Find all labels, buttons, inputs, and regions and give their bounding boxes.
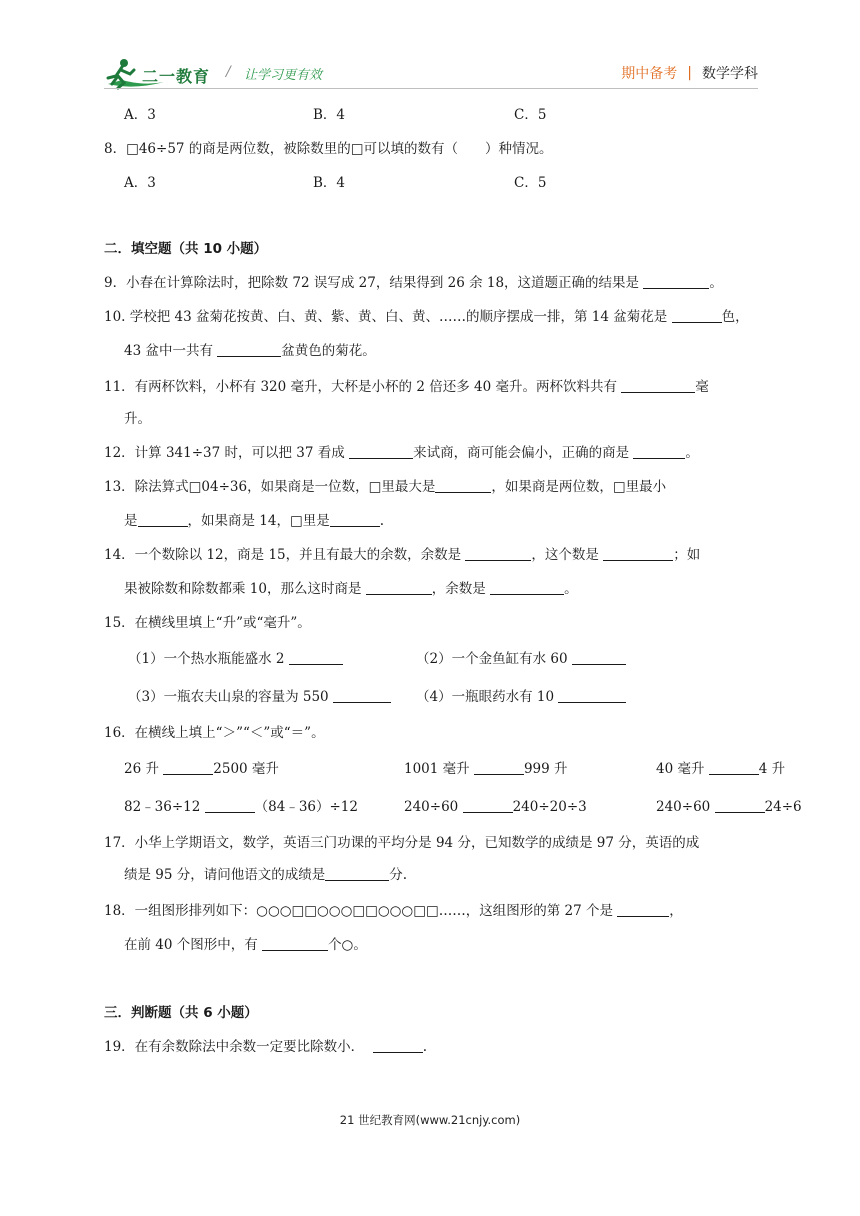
answer-blank[interactable]	[715, 798, 765, 813]
compare-right: 999 升	[523, 761, 568, 777]
q13-text-e: .	[379, 513, 385, 529]
q15-item-1-text: （1）一个热水瓶能盛水 2	[128, 651, 289, 667]
answer-blank[interactable]	[262, 936, 328, 951]
question-13-cont	[124, 512, 784, 530]
q14-text: 14．一个数除以 12，商是 15，并且有最大的余数，余数是	[104, 547, 466, 563]
compare-left: 82﹣36÷12	[124, 799, 205, 815]
subject-label: 数学学科	[702, 66, 758, 82]
q11-text-b: 毫	[695, 379, 709, 395]
q19-text: 19．在有余数除法中余数一定要比除数小．	[104, 1039, 365, 1055]
slogan: 让学习更有效	[244, 68, 323, 83]
question-19	[104, 1038, 764, 1056]
q19-end: .	[422, 1039, 428, 1055]
page-footer: 21 世纪教育网(www.21cnjy.com)	[339, 1113, 521, 1127]
answer-blank[interactable]	[138, 512, 188, 527]
question-18-cont	[124, 936, 784, 954]
question-12	[104, 444, 764, 462]
q18-text-c: 在前 40 个图形中，有	[124, 937, 263, 953]
q10-text: 10. 学校把 43 盆菊花按黄、白、黄、紫、黄、白、黄、……的顺序摆成一排，第 14 盆菊花是	[104, 309, 672, 325]
q14-text-c: ；如	[673, 547, 701, 563]
answer-blank[interactable]	[373, 1038, 423, 1053]
q13-text-d: ，如果商是 14，□里是	[187, 513, 330, 529]
section-3-title: 三．判断题（共 6 小题）	[104, 1005, 258, 1021]
answer-blank[interactable]	[621, 378, 695, 393]
question-16: 16．在横线上填上“＞”“＜”或“＝”。	[104, 725, 325, 741]
q16-compare-3	[656, 760, 785, 778]
header-separator: |	[687, 65, 692, 81]
q10-text-d: 盆黄色的菊花。	[281, 343, 376, 359]
answer-blank[interactable]	[572, 650, 626, 665]
compare-left: 40 毫升	[656, 761, 709, 777]
q16-compare-6	[656, 798, 802, 816]
q12-text-b: 来试商，商可能会偏小，正确的商是	[413, 445, 634, 461]
q14-text-f: 。	[564, 581, 578, 597]
q8-option-c: C．5	[514, 175, 547, 191]
compare-right: 4 升	[758, 761, 786, 777]
logo-text: 二一教育	[142, 67, 211, 86]
q17-text-c: 分.	[389, 867, 408, 883]
q10-text-c: 43 盆中一共有	[124, 343, 218, 359]
compare-left: 26 升	[124, 761, 164, 777]
answer-blank[interactable]	[643, 274, 709, 289]
q18-text-b: ，	[669, 903, 683, 919]
q8-option-a: A．3	[124, 175, 156, 191]
answer-blank[interactable]	[633, 444, 685, 459]
question-11-cont: 升。	[124, 411, 151, 427]
q16-compare-1	[124, 760, 279, 778]
q12-text-c: 。	[685, 445, 699, 461]
q18-text: 18．一组图形排列如下：○○○□□○○○□□○○○□□……，这组图形的第 27 个是	[104, 903, 618, 919]
q13-text: 13．除法算式□04÷36，如果商是一位数，□里最大是	[104, 479, 436, 495]
answer-blank[interactable]	[709, 760, 759, 775]
answer-blank[interactable]	[490, 580, 564, 595]
answer-blank[interactable]	[603, 546, 673, 561]
q14-text-d: 果被除数和除数都乘 10，那么这时商是	[124, 581, 366, 597]
page-header	[0, 0, 860, 100]
answer-blank[interactable]	[366, 580, 432, 595]
q16-compare-5	[404, 798, 587, 816]
question-10	[104, 308, 764, 326]
q9-end: 。	[709, 275, 723, 291]
q11-text: 11．有两杯饮料，小杯有 320 毫升，大杯是小杯的 2 倍还多 40 毫升。两杯饮料共有	[104, 379, 622, 395]
q14-text-b: ，这个数是	[531, 547, 604, 563]
q9-text: 9．小春在计算除法时，把除数 72 误写成 27，结果得到 26 余 18，这道题正确的结果是	[104, 275, 644, 291]
q15-item-4-text: （4）一瓶眼药水有 10	[416, 689, 559, 705]
header-tags	[621, 63, 758, 83]
q14-text-e: ，余数是	[431, 581, 491, 597]
question-13	[104, 478, 764, 496]
compare-right: 2500 毫升	[213, 761, 279, 777]
section-2-title: 二．填空题（共 10 小题）	[104, 241, 268, 257]
q16-compare-4	[124, 798, 358, 816]
answer-blank[interactable]	[617, 902, 669, 917]
compare-right: 240÷20÷3	[512, 799, 587, 815]
answer-blank[interactable]	[205, 798, 255, 813]
answer-blank[interactable]	[672, 308, 722, 323]
q7-option-a: A．3	[124, 107, 156, 123]
answer-blank[interactable]	[465, 546, 531, 561]
q8-option-b: B．4	[313, 175, 346, 191]
q12-text: 12．计算 341÷37 时，可以把 37 看成	[104, 445, 350, 461]
header-rule	[104, 88, 758, 89]
answer-blank[interactable]	[217, 342, 281, 357]
q15-item-3	[128, 688, 391, 706]
question-14-cont	[124, 580, 784, 598]
question-15: 15．在横线里填上“升”或“毫升”。	[104, 615, 311, 631]
question-17: 17．小华上学期语文，数学，英语三门功课的平均分是 94 分，已知数学的成绩是 97 分，英语的成	[104, 835, 700, 851]
compare-right: 24÷6	[764, 799, 802, 815]
answer-blank[interactable]	[558, 688, 626, 703]
q13-text-b: ，如果商是两位数，□里最小	[491, 479, 667, 495]
q15-item-1	[128, 650, 343, 668]
q17-text-b: 绩是 95 分，请问他语文的成绩是	[124, 867, 326, 883]
exam-label: 期中备考	[621, 66, 678, 82]
compare-left: 1001 毫升	[404, 761, 474, 777]
question-10-cont	[124, 342, 784, 360]
question-14	[104, 546, 764, 564]
compare-right: （84﹣36）÷12	[254, 799, 358, 815]
answer-blank[interactable]	[289, 650, 343, 665]
answer-blank[interactable]	[163, 760, 213, 775]
answer-blank[interactable]	[333, 688, 391, 703]
q15-item-2	[416, 650, 626, 668]
q13-text-c: 是	[124, 513, 138, 529]
answer-blank[interactable]	[463, 798, 513, 813]
q16-compare-2	[404, 760, 568, 778]
q18-text-d: 个○。	[328, 937, 367, 953]
question-9	[104, 274, 764, 292]
answer-blank[interactable]	[435, 478, 491, 493]
q10-text-b: 色，	[721, 309, 749, 325]
q7-option-c: C．5	[514, 107, 547, 123]
slogan-separator: /	[226, 64, 231, 80]
question-18	[104, 902, 764, 920]
compare-left: 240÷60	[656, 799, 715, 815]
answer-blank[interactable]	[349, 444, 413, 459]
q15-item-2-text: （2）一个金鱼缸有水 60	[416, 651, 572, 667]
question-17-cont	[124, 866, 784, 884]
q15-item-3-text: （3）一瓶农夫山泉的容量为 550	[128, 689, 333, 705]
answer-blank[interactable]	[330, 512, 380, 527]
answer-blank[interactable]	[325, 866, 389, 881]
q7-option-b: B．4	[313, 107, 346, 123]
answer-blank[interactable]	[474, 760, 524, 775]
question-11	[104, 378, 764, 396]
question-8: 8．□46÷57 的商是两位数，被除数里的□可以填的数有（ ）种情况。	[104, 141, 553, 157]
compare-left: 240÷60	[404, 799, 463, 815]
q15-item-4	[416, 688, 626, 706]
